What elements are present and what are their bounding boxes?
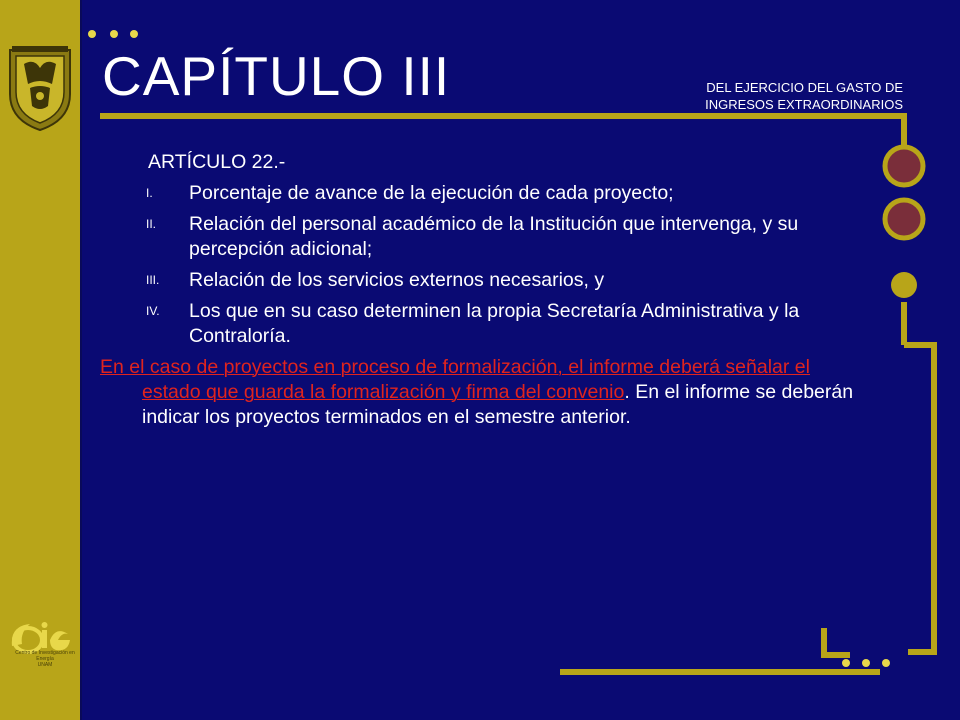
cie-caption-line-2: UNAM — [37, 662, 53, 668]
cie-caption-line-1: Centro de Investigación en Energía — [15, 650, 75, 662]
list-item-text: Porcentaje de avance de la ejecución de cada proyecto; — [189, 182, 674, 204]
list-item — [100, 299, 870, 349]
list-item — [100, 268, 870, 293]
list-item-text: Relación de los servicios externos necesarios, y — [189, 269, 605, 291]
list-item-number: IV. — [146, 304, 160, 318]
slide-title: CAPÍTULO III — [102, 45, 451, 107]
closing-paragraph — [100, 355, 870, 430]
slide-subtitle — [620, 79, 903, 113]
slide-body — [100, 150, 870, 430]
article-heading: ARTÍCULO 22.- — [148, 151, 286, 173]
list-item-text: Los que en su caso determinen la propia Secretaría Administrativa y la Contraloría. — [189, 300, 800, 347]
unam-crest-icon — [4, 44, 76, 132]
subtitle-line-2: INGRESOS EXTRAORDINARIOS — [705, 97, 903, 112]
sidebar-divider — [80, 0, 82, 720]
list-item — [100, 212, 870, 262]
closing-rest-text: . En el informe se deberán indicar los proyectos terminados en el semestre anterior. — [142, 381, 854, 428]
list-item-number: III. — [146, 273, 160, 287]
subtitle-line-1: DEL EJERCICIO DEL GASTO DE — [706, 80, 903, 95]
list-item-number: II. — [146, 217, 157, 231]
list-item — [100, 181, 870, 206]
list-item-text: Relación del personal académico de la Institución que intervenga, y su percepción adicional; — [189, 213, 799, 260]
list-item-number: I. — [146, 186, 153, 200]
closing-highlight-link[interactable]: En el caso de proyectos en proceso de formalización, el informe deberá señalar el estado que guarda la formalización y firma del convenio — [100, 356, 810, 403]
cie-logo-caption — [10, 650, 80, 668]
